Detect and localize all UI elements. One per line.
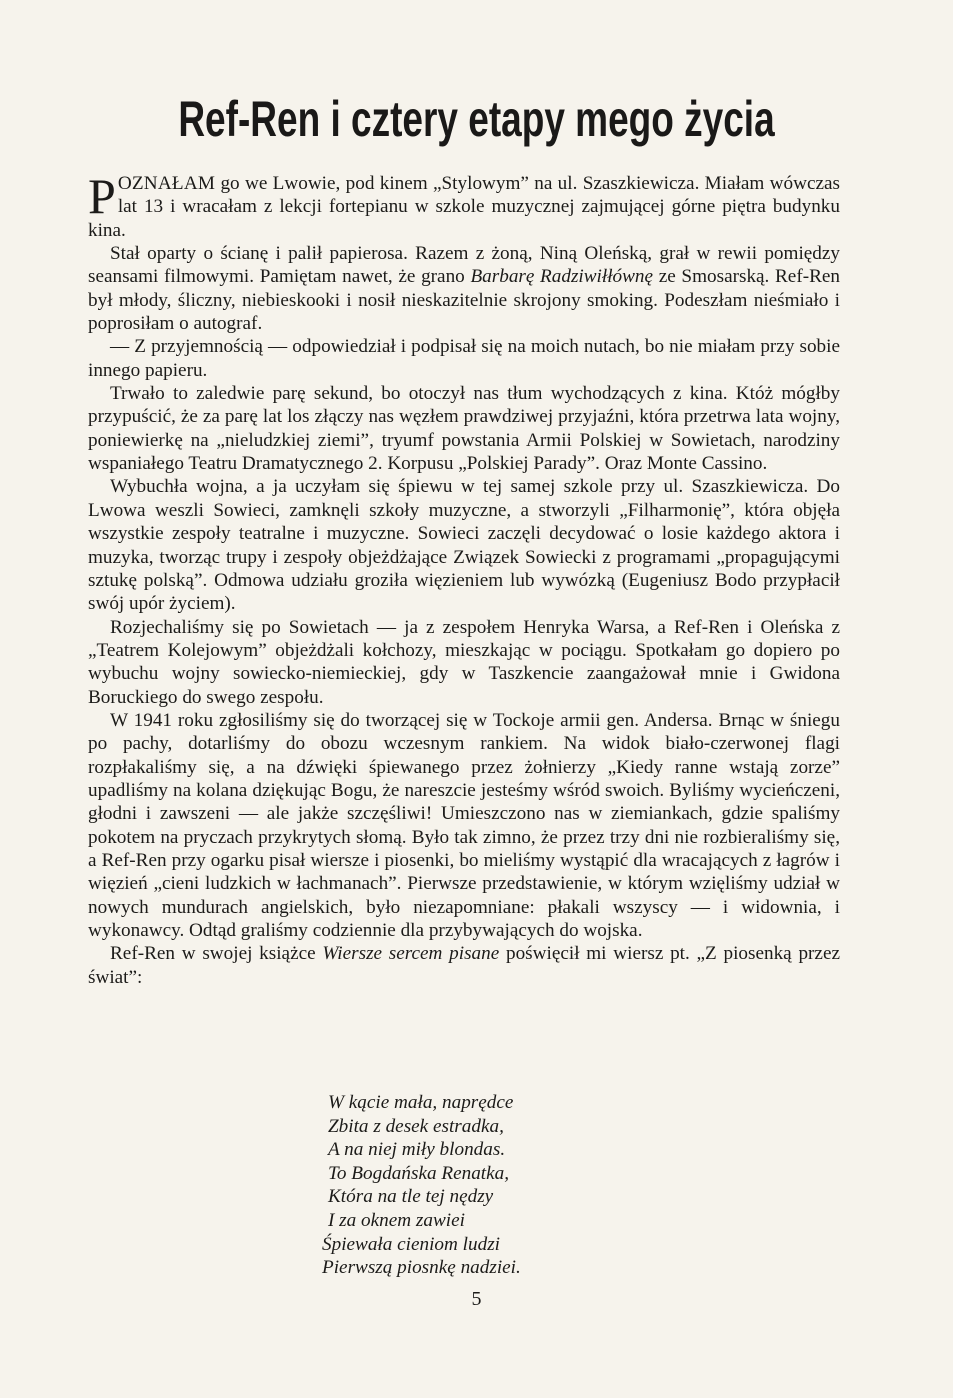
poem-line: A na niej miły blondas. <box>328 1139 506 1161</box>
paragraph-2 <box>88 242 840 335</box>
drop-cap: P <box>88 168 116 224</box>
paragraph-2-text-b: ze Smosarską. Ref-Ren był młody, śliczny, niebieskooki i nosił nieskazitelnie skrojony smoking. Podeszłam nieśmiało i poprosiłam o autograf. <box>88 266 841 335</box>
paragraph-3: — Z przyjemnością — odpowiedział i podpisał się na moich nutach, bo nie miałam przy sobie innego papieru. <box>88 336 840 381</box>
paragraph-1-text: go we Lwowie, pod kinem „Stylowym” na ul. Szaszkiewicza. Miałam wówczas lat 13 i wracałam z lekcji fortepianu w szkole muzycznej zajmującej górne piętra budynku kina. <box>88 173 840 241</box>
paragraph-6: Rozjechaliśmy się po Sowietach — ja z zespołem Henryka Warsa, a Ref-Ren i Oleńska z „Teatrem Kolejowym” objeżdżali kołchozy, mieszkając w pociągu. Spotkałam go dopiero po wybuchu wojny sowiecko-niemieckiej, gdy w Taszkencie zaangażował mnie i Gwidona Boruckiego do swego zespołu. <box>88 616 840 708</box>
poem-line: W kącie mała, naprędce <box>328 1092 514 1113</box>
poem-line: Która na tle tej nędzy <box>328 1186 494 1208</box>
paragraph-8 <box>88 942 840 989</box>
paragraph-4: Trwało to zaledwie parę sekund, bo otoczył nas tłum wychodzących z kina. Któż mógłby przypuścić, że za parę lat los złączy nas węzłem prawdziwej przyjaźni, która przetrwa lata wojny, poniewierkę na „nieludzkiej ziemi”, tryumf powstania Armii Polskiej w Sowietach, narodziny wspaniałego Teatru Dramatycznego 2. Korpusu „Polskiej Parady”. Oraz Monte Cassino. <box>88 383 840 475</box>
paragraph-8-text-a: Ref-Ren w swojej książce <box>110 943 323 965</box>
paragraph-1 <box>88 168 840 242</box>
page-number: 5 <box>471 1288 482 1310</box>
article-body <box>88 168 841 989</box>
page-title: Ref-Ren i cztery etapy mego życia <box>178 91 775 147</box>
opening-word: OZNAŁAM <box>117 173 216 194</box>
paragraph-2-text-a: Stał oparty o ścianę i palił papierosa. Razem z żoną, Niną Oleńską, grał w rewii pomiędzy seansami filmowymi. Pamiętam nawet, że grano <box>88 243 840 288</box>
paragraph-7: W 1941 roku zgłosiliśmy się do tworzącej się w Tockoje armii gen. Andersa. Brnąc w śniegu po pachy, dotarliśmy do obozu wczesnym rankiem. Na widok biało-czerwonej flagi rozpłakaliśmy się, a na dźwięki śpiewanego przez żołnierzy „Kiedy ranne wstają zorze” upadliśmy na kolana dziękując Bogu, że nareszcie jesteśmy wśród swoich. Byliśmy wycieńczeni, głodni i zawszeni — ale jakże szczęśliwi! Umieszczono nas w ziemiankach, gdzie spaliśmy pokotem na pryczach przykrytych słomą. Było tak zimno, że przez trzy dni nie rozbieraliśmy się, a Ref-Ren przy ogarku pisał wiersze i piosenki, bo mieliśmy wystąpić dla wracających z łagrów i więzień „cieni ludzkich w łachmanach”. Pierwsze przedstawienie, w którym wzięliśmy udział w nowych mundurach angielskich, było niezapomniane: płakali wszyscy — i widownia, i wykonawcy. Odtąd graliśmy codziennie dla przybywających do wojska. <box>88 709 840 941</box>
poem-line: Pierwszą piosnkę nadziei. <box>322 1257 521 1279</box>
poem-line: Zbita z desek estradka, <box>328 1115 504 1137</box>
film-title: Barbarę Radziwiłłównę <box>470 266 654 288</box>
book-title: Wiersze sercem pisane <box>322 943 500 965</box>
paragraph-8-text-b: poświęcił mi wiersz pt. „Z piosenką przez świat”: <box>88 943 840 988</box>
paragraph-5: Wybuchła wojna, a ja uczyłam się śpiewu w tej samej szkole przy ul. Szaszkiewicza. Do Lwowa weszli Sowieci, zamknęli szkoły muzyczne, a stworzyli „Filharmonię”, która objęła wszystkie zespoły teatralne i muzyczne. Sowieci zaczęli decydować o losie każdego aktora i muzyka, tworząc trupy i zespoły objeżdżające Związek Sowiecki z programami „propagującymi sztukę polską”. Odmowa udziału groziła więzieniem lub wywózką (Eugeniusz Bodo przypłacił swój upór życiem). <box>88 476 840 615</box>
poem-line: To Bogdańska Renatka, <box>328 1162 510 1184</box>
poem-line: I za oknem zawiei <box>328 1209 465 1231</box>
poem <box>322 1091 521 1280</box>
poem-line: Śpiewała cieniom ludzi <box>322 1233 500 1255</box>
